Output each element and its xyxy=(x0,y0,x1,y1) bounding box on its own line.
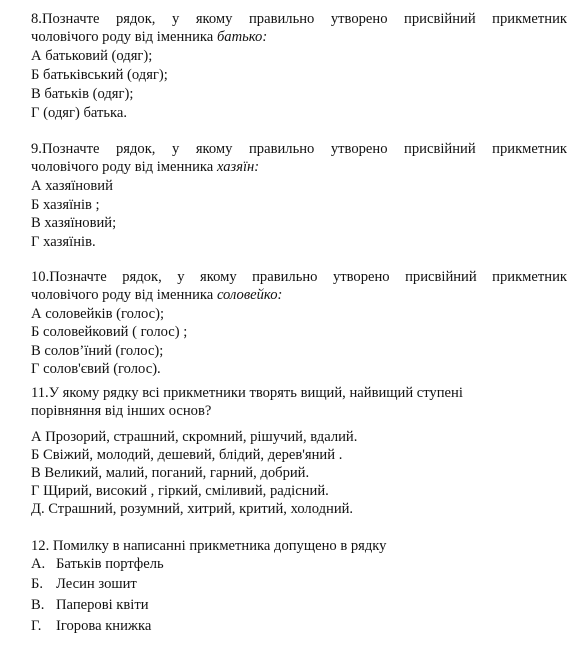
q8-option-b[interactable]: Б батьківський (одяг); xyxy=(31,67,168,83)
q12-option-a-text: Батьків портфель xyxy=(56,556,164,572)
q12-option-c-text: Паперові квіти xyxy=(56,597,149,613)
q9-option-a[interactable]: А хазяїновий xyxy=(31,178,113,194)
q11-option-c[interactable]: В Великий, малий, поганий, гарний, добрий. xyxy=(31,465,310,481)
q9-keyword: хазяїн: xyxy=(216,159,260,175)
q8-option-d[interactable]: Г (одяг) батька. xyxy=(31,105,128,121)
q8-prompt-text: чоловічого роду від іменника xyxy=(31,29,217,45)
q12-option-b-letter: Б. xyxy=(31,576,44,592)
q10-prompt-text: чоловічого роду від іменника xyxy=(31,287,217,303)
q8-option-c[interactable]: В батьків (одяг); xyxy=(31,86,134,102)
q12-option-b-text: Лесин зошит xyxy=(56,576,137,592)
q10-option-b[interactable]: Б соловейковий ( голос) ; xyxy=(31,324,188,340)
q9-option-b[interactable]: Б хазяїнів ; xyxy=(31,197,100,213)
q11-prompt-line1: 11.У якому рядку всі прикметники творять вищий, найвищий ступені xyxy=(31,385,463,401)
q10-option-d[interactable]: Г солов'євий (голос). xyxy=(31,361,161,377)
q10-prompt-line2 xyxy=(31,286,282,304)
q10-keyword: соловейко: xyxy=(216,287,283,303)
q11-option-e[interactable]: Д. Страшний, розумний, хитрий, критий, холодний. xyxy=(31,501,354,517)
q11-option-b[interactable]: Б Свіжий, молодий, дешевий, блідий, дерев'яний . xyxy=(31,447,343,463)
q8-prompt-line2 xyxy=(31,28,267,46)
q9-option-c[interactable]: В хазяїновий; xyxy=(31,215,117,231)
q10-option-c[interactable]: В солов’їний (голос); xyxy=(31,343,164,359)
q12-option-b[interactable] xyxy=(31,575,137,593)
q12-option-c[interactable] xyxy=(31,596,149,614)
q9-prompt-line1: 9.Позначте рядок, у якому правильно утворено присвійний прикметник xyxy=(31,141,567,157)
q11-prompt-line2: порівняння від інших основ? xyxy=(31,403,212,419)
q12-option-d-text: Ігорова книжка xyxy=(56,618,152,634)
q12-option-a-letter: А. xyxy=(31,556,46,572)
q10-option-a[interactable]: А соловейків (голос); xyxy=(31,306,165,322)
q11-option-a[interactable]: А Прозорий, страшний, скромний, рішучий, вдалий. xyxy=(31,429,358,445)
q10-prompt-line1: 10.Позначте рядок, у якому правильно утворено присвійний прикметник xyxy=(31,269,567,285)
q8-option-a[interactable]: А батьковий (одяг); xyxy=(31,48,153,64)
q12-option-a[interactable] xyxy=(31,555,164,573)
q12-option-d-letter: Г. xyxy=(31,618,42,634)
q9-option-d[interactable]: Г хазяїнів. xyxy=(31,234,96,250)
q12-prompt: 12. Помилку в написанні прикметника допущено в рядку xyxy=(31,538,387,554)
q9-prompt-text: чоловічого роду від іменника xyxy=(31,159,217,175)
q8-prompt-line1: 8.Позначте рядок, у якому правильно утворено присвійний прикметник xyxy=(31,11,567,27)
q12-option-c-letter: В. xyxy=(31,597,45,613)
q8-keyword: батько: xyxy=(216,29,268,45)
q11-option-d[interactable]: Г Щирий, високий , гіркий, сміливий, радісний. xyxy=(31,483,329,499)
q12-option-d[interactable] xyxy=(31,617,151,635)
q9-prompt-line2 xyxy=(31,158,259,176)
